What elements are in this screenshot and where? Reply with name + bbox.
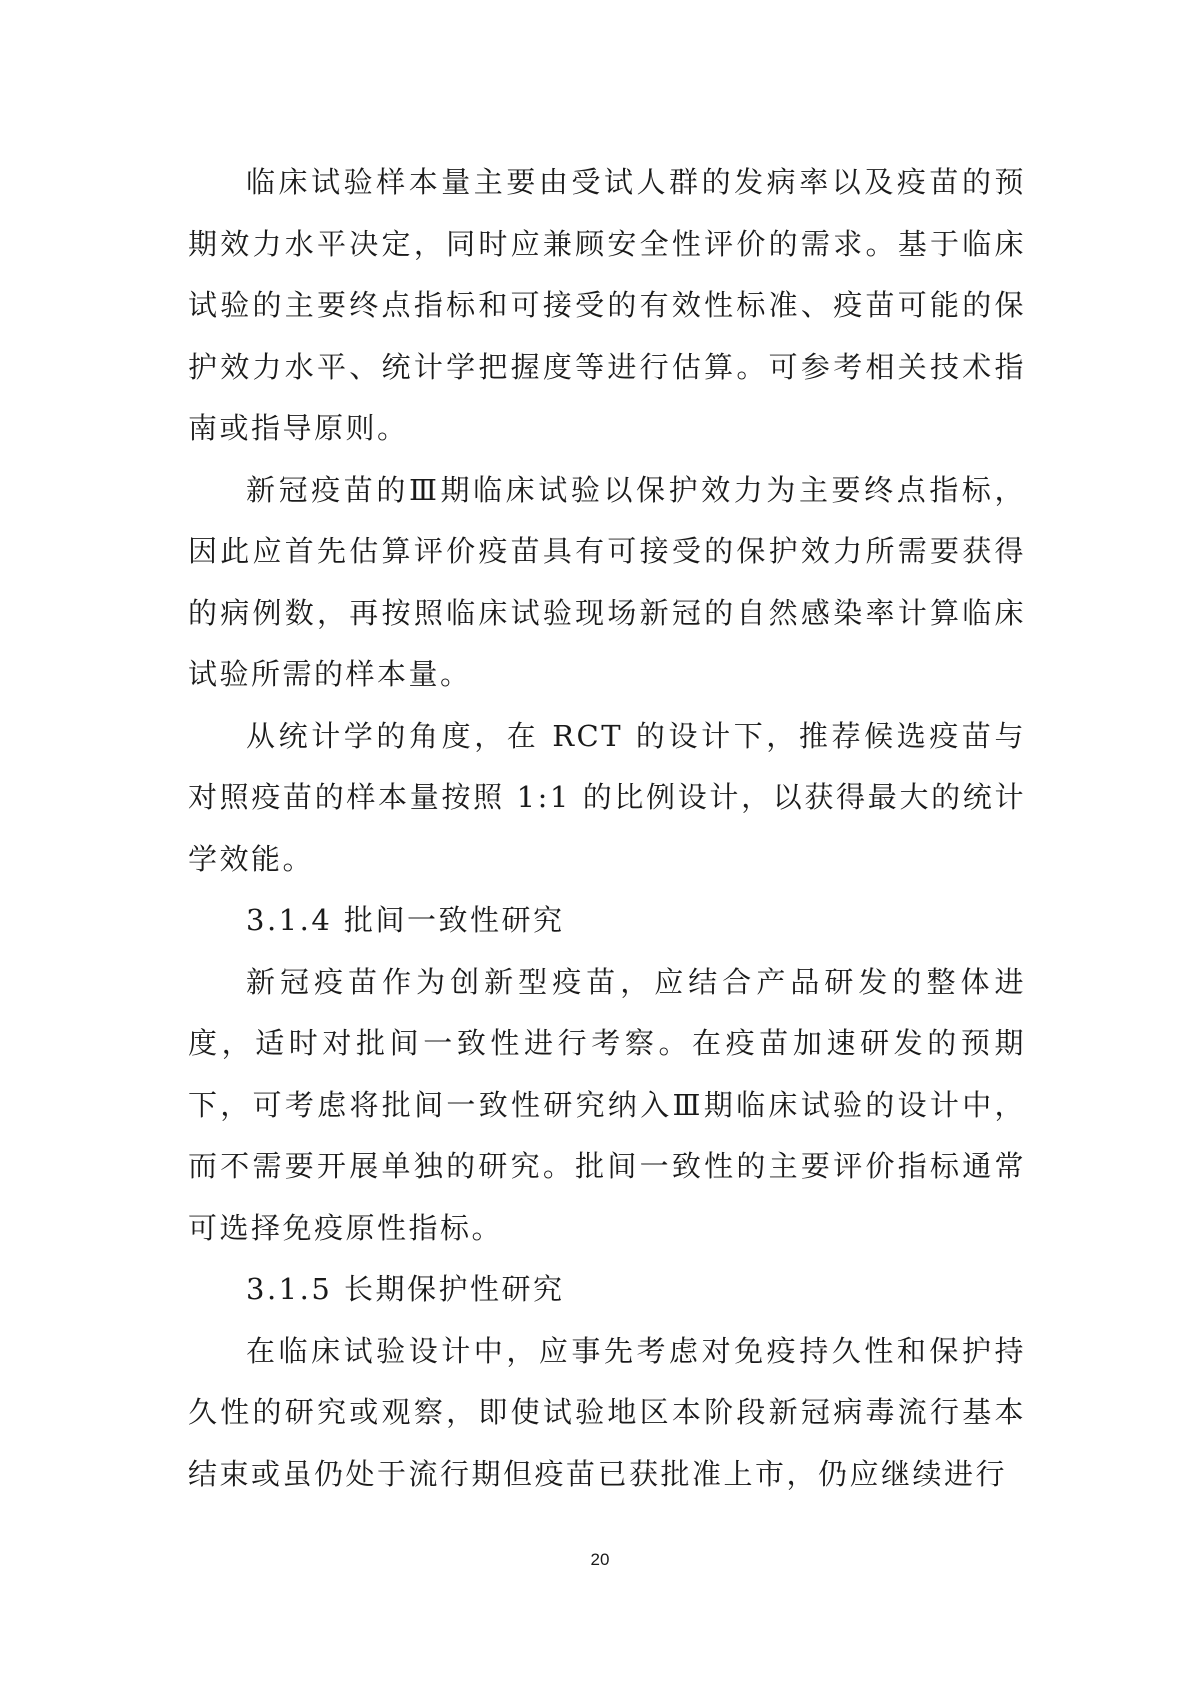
page-number: 20: [590, 1550, 610, 1569]
paragraph-rct-ratio: 从统计学的角度，在 RCT 的设计下，推荐候选疫苗与对照疫苗的样本量按照 1:1 的比例设计，以获得最大的统计学效能。: [188, 718, 1026, 876]
paragraph-phase3-endpoint: 新冠疫苗的Ⅲ期临床试验以保护效力为主要终点指标，因此应首先估算评价疫苗具有可接受的保护效力所需要获得的病例数，再按照临床试验现场新冠的自然感染率计算临床试验所需的样本量。: [188, 472, 1026, 691]
document-body: [188, 152, 1026, 1505]
section-heading-long-term-protection: 3.1.5 长期保护性研究: [246, 1272, 565, 1306]
paragraph-lot-consistency: 新冠疫苗作为创新型疫苗，应结合产品研发的整体进度，适时对批间一致性进行考察。在疫苗加速研发的预期下，可考虑将批间一致性研究纳入Ⅲ期临床试验的设计中，而不需要开展单独的研究。批间一致性的主要评价指标通常可选择免疫原性指标。: [188, 964, 1026, 1245]
section-heading-lot-consistency: 3.1.4 批间一致性研究: [246, 903, 565, 937]
paragraph-sample-size: 临床试验样本量主要由受试人群的发病率以及疫苗的预期效力水平决定，同时应兼顾安全性评价的需求。基于临床试验的主要终点指标和可接受的有效性标准、疫苗可能的保护效力水平、统计学把握度等进行估算。可参考相关技术指南或指导原则。: [188, 165, 1026, 445]
paragraph-long-term-protection: 在临床试验设计中，应事先考虑对免疫持久性和保护持久性的研究或观察，即使试验地区本阶段新冠病毒流行基本结束或虽仍处于流行期但疫苗已获批准上市，仍应继续进行: [188, 1333, 1026, 1491]
